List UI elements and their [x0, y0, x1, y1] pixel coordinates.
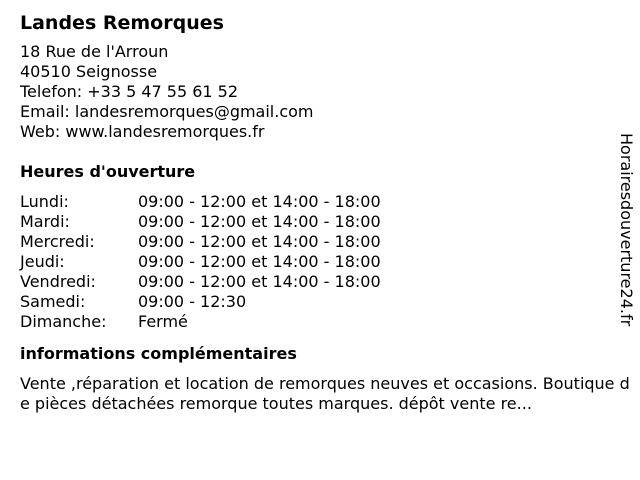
hours-table [20, 192, 630, 332]
hours-row-sunday [20, 312, 630, 332]
hours-day: Jeudi: [20, 252, 65, 271]
city-line: 40510 Seignosse [20, 62, 158, 81]
info-heading: informations complémentaires [20, 344, 297, 363]
hours-day: Mercredi: [20, 232, 95, 251]
hours-row-tuesday [20, 212, 630, 232]
phone-line: Telefon: +33 5 47 55 61 52 [20, 82, 239, 101]
hours-row-wednesday [20, 232, 630, 252]
hours-row-friday [20, 272, 630, 292]
hours-time: 09:00 - 12:00 et 14:00 - 18:00 [138, 192, 381, 211]
hours-row-thursday [20, 252, 630, 272]
info-text: Vente ,réparation et location de remorques neuves et occasions. Boutique de pièces détachées remorque toutes marques. dépôt vente re... [20, 374, 630, 413]
hours-time: 09:00 - 12:00 et 14:00 - 18:00 [138, 272, 381, 291]
hours-day: Vendredi: [20, 272, 96, 291]
business-card [20, 10, 630, 414]
hours-time: 09:00 - 12:00 et 14:00 - 18:00 [138, 212, 381, 231]
hours-row-saturday [20, 292, 630, 312]
address-line: 18 Rue de l'Arroun [20, 42, 169, 61]
hours-time: 09:00 - 12:00 et 14:00 - 18:00 [138, 252, 381, 271]
hours-row-monday [20, 192, 630, 212]
hours-time: Fermé [138, 312, 188, 331]
hours-heading: Heures d'ouverture [20, 162, 196, 181]
hours-day: Lundi: [20, 192, 69, 211]
business-name: Landes Remorques [20, 12, 224, 34]
hours-day: Dimanche: [20, 312, 107, 331]
site-watermark: Horairesdouverture24.fr [617, 133, 636, 327]
hours-day: Samedi: [20, 292, 86, 311]
email-line: Email: landesremorques@gmail.com [20, 102, 314, 121]
web-line: Web: www.landesremorques.fr [20, 122, 265, 141]
hours-day: Mardi: [20, 212, 70, 231]
hours-time: 09:00 - 12:30 [138, 292, 247, 311]
hours-time: 09:00 - 12:00 et 14:00 - 18:00 [138, 232, 381, 251]
